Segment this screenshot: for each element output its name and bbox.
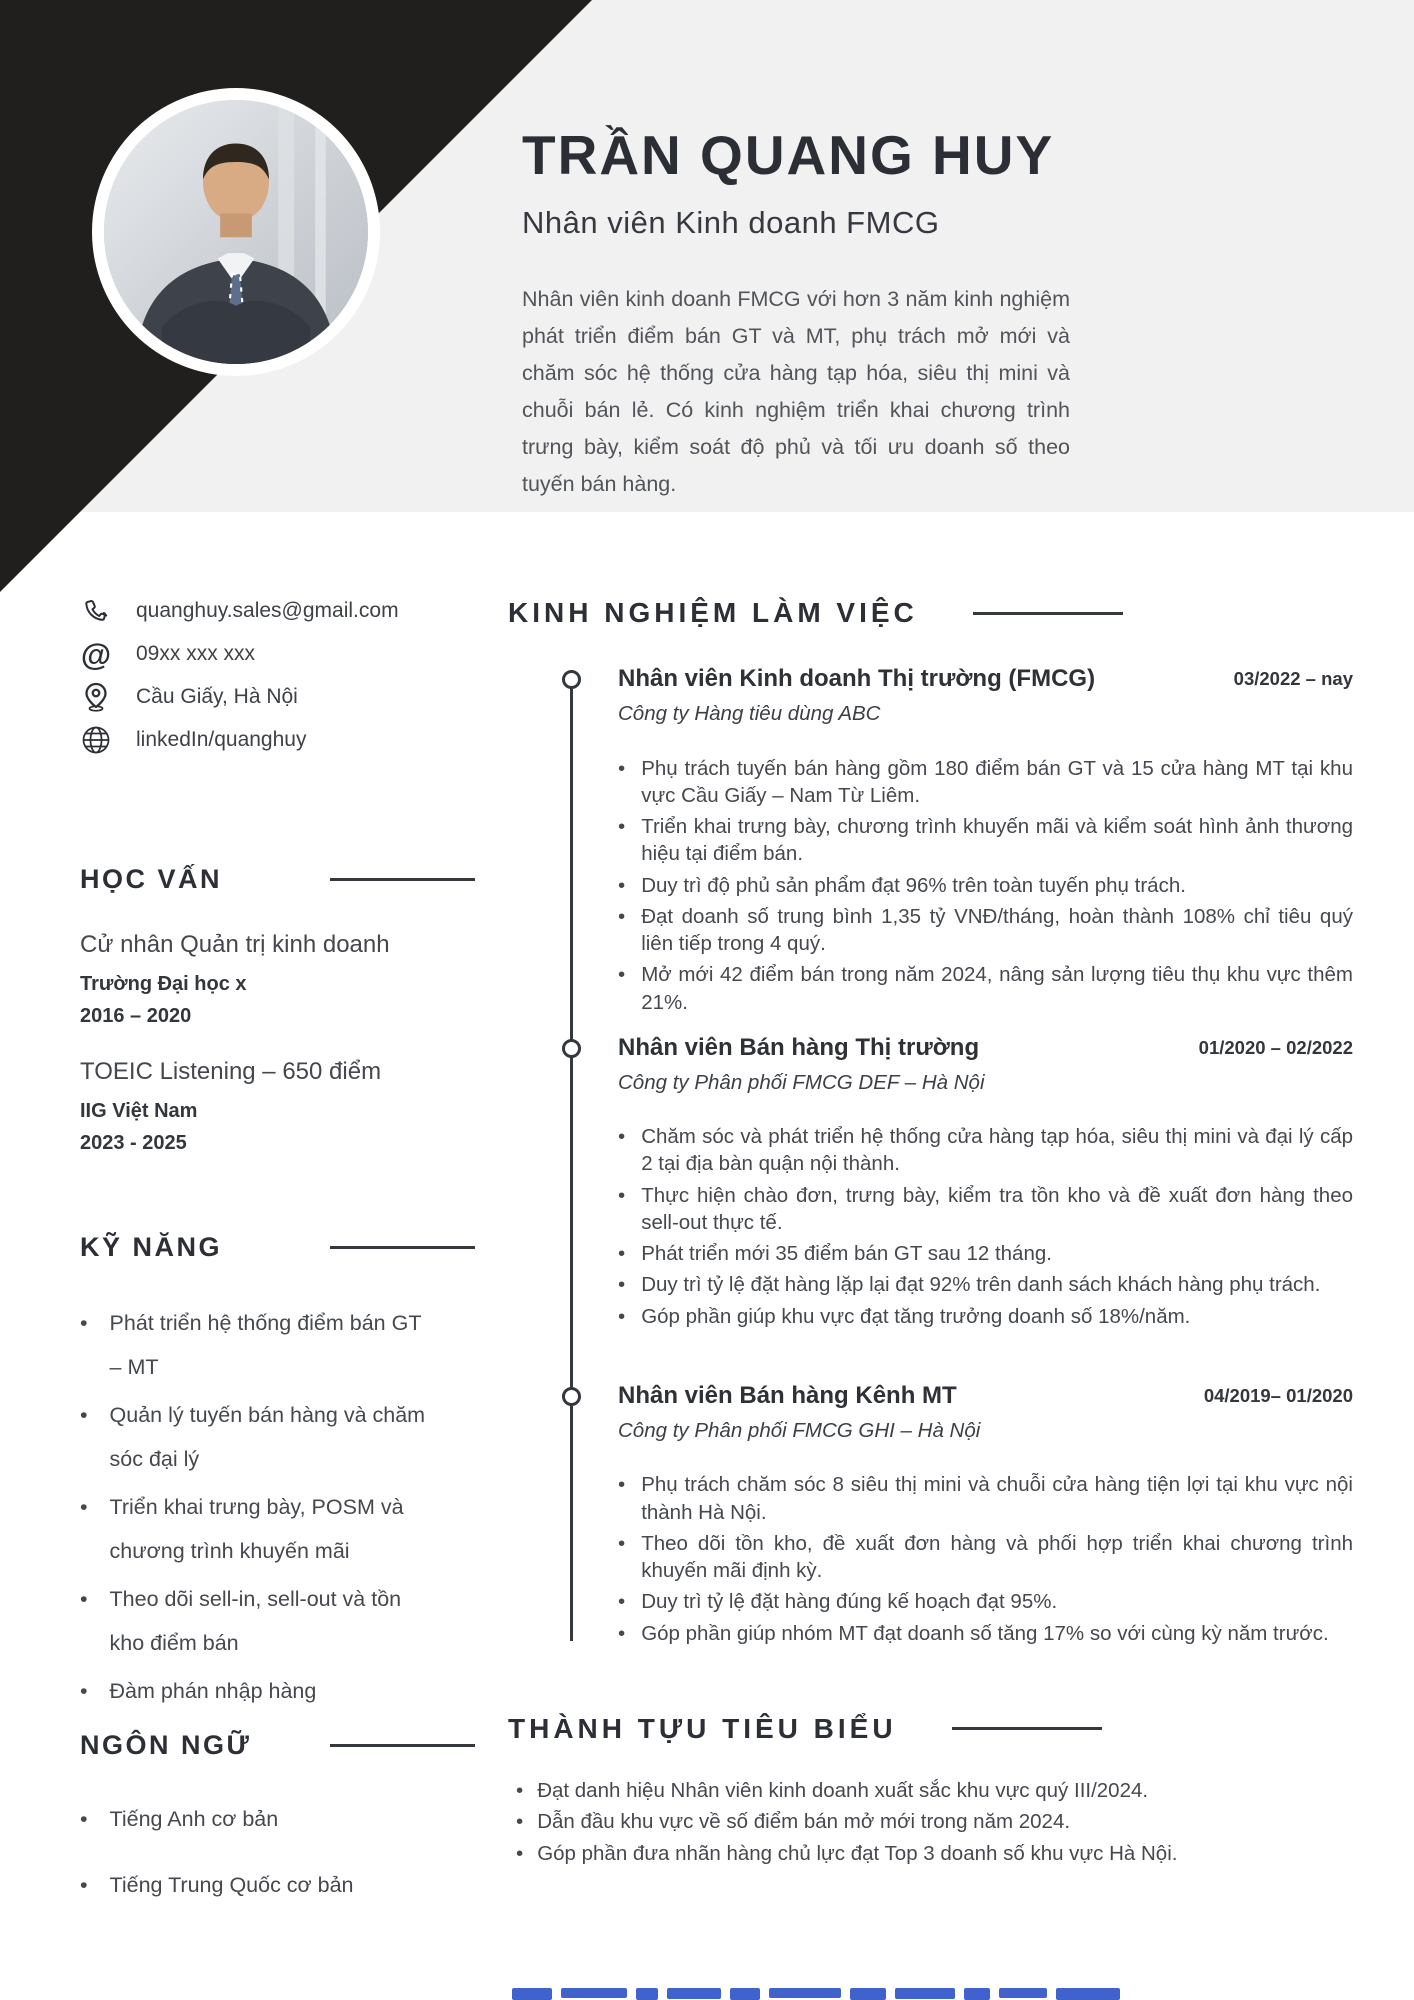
clipped-text-fragment bbox=[769, 1988, 841, 1998]
achievements-heading-rule bbox=[952, 1727, 1102, 1730]
profile-photo bbox=[104, 100, 368, 364]
globe-icon bbox=[80, 724, 112, 756]
clipped-text-fragment bbox=[730, 1988, 760, 2000]
phone-icon bbox=[80, 595, 112, 627]
achievements-heading-row bbox=[508, 1701, 1353, 1745]
skill-item: • Triển khai trưng bày, POSM và chương trình khuyến mãi bbox=[80, 1494, 404, 1563]
experience-entry bbox=[508, 665, 1353, 1016]
experience-entry bbox=[508, 1382, 1353, 1647]
job-title: Nhân viên Bán hàng Kênh MT bbox=[618, 1381, 957, 1409]
education-degree: Cử nhân Quản trị kinh doanh bbox=[80, 931, 390, 958]
job-bullet: • Duy trì tỷ lệ đặt hàng lặp lại đạt 92% trên danh sách khách hàng phụ trách. bbox=[618, 1273, 1321, 1297]
clipped-text-fragment bbox=[895, 1988, 955, 1999]
job-company: Công ty Hàng tiêu dùng ABC bbox=[618, 701, 881, 725]
clipped-text-fragment bbox=[512, 1988, 552, 2000]
job-bullet: • Theo dõi tồn kho, đề xuất đơn hàng và phối hợp triển khai chương trình khuyến mãi định kỳ. bbox=[618, 1531, 1353, 1583]
job-dates: 03/2022 – nay bbox=[1233, 668, 1353, 690]
job-bullet: • Góp phần giúp khu vực đạt tăng trưởng doanh số 18%/năm. bbox=[618, 1304, 1191, 1328]
contact-location bbox=[80, 682, 476, 712]
education-heading-row bbox=[80, 863, 476, 895]
job-bullet: • Góp phần giúp nhóm MT đạt doanh số tăng 17% so với cùng kỳ năm trước. bbox=[618, 1621, 1329, 1645]
achievements-list bbox=[508, 1777, 1353, 1867]
contact-section bbox=[80, 596, 476, 755]
clipped-bottom-text-line bbox=[512, 1988, 1120, 2000]
languages-heading: NGÔN NGỮ bbox=[80, 1730, 252, 1761]
job-bullet: • Duy trì độ phủ sản phẩm đạt 96% trên toàn tuyến phụ trách. bbox=[618, 873, 1186, 897]
language-item: • Tiếng Trung Quốc cơ bản bbox=[80, 1873, 354, 1898]
education-section bbox=[80, 863, 476, 1155]
job-company: Công ty Phân phối FMCG DEF – Hà Nội bbox=[618, 1070, 985, 1094]
person-name: TRẦN QUANG HUY bbox=[522, 124, 1055, 186]
contact-phone-text: 09xx xxx xxx bbox=[136, 642, 256, 665]
contact-phone[interactable] bbox=[80, 636, 476, 672]
timeline-circle-icon bbox=[562, 1387, 581, 1406]
job-title: Nhân viên Kinh doanh Thị trường (FMCG) bbox=[618, 665, 1096, 693]
job-bullet: • Chăm sóc và phát triển hệ thống cửa hàng tạp hóa, siêu thị mini và đại lý cấp 2 tại địa bàn quận nội thành. bbox=[618, 1125, 1353, 1176]
profile-summary: Nhân viên kinh doanh FMCG với hơn 3 năm kinh nghiệm phát triển điểm bán GT và MT, phụ trách mở mới và chăm sóc hệ thống cửa hàng tạp hóa, siêu thị mini và chuỗi bán lẻ. Có kinh nghiệm triển khai chương trình trưng bày, kiểm soát độ phủ và tối ưu doanh số theo tuyến bán hàng. bbox=[522, 287, 1070, 496]
skills-heading-row bbox=[80, 1231, 476, 1263]
skill-item: • Đàm phán nhập hàng bbox=[80, 1679, 317, 1704]
education-years: 2016 – 2020 bbox=[80, 1004, 192, 1027]
job-bullet: • Triển khai trưng bày, chương trình khuyến mãi và kiểm soát hình ảnh thương hiệu tại điểm bán. bbox=[618, 815, 1353, 866]
profile-photo-frame bbox=[92, 88, 380, 376]
job-bullet: • Thực hiện chào đơn, trưng bày, kiểm tra tồn kho và đề xuất đơn hàng theo sell-out thực tế. bbox=[618, 1183, 1353, 1234]
education-heading-rule bbox=[330, 878, 475, 881]
person-portrait-placeholder bbox=[104, 100, 368, 364]
clipped-text-fragment bbox=[850, 1988, 886, 2000]
education-degree: TOEIC Listening – 650 điểm bbox=[80, 1057, 382, 1085]
at-sign-icon: @ bbox=[80, 636, 112, 672]
job-title: Nhân viên Kinh doanh FMCG bbox=[522, 205, 940, 240]
education-entry bbox=[80, 931, 476, 1028]
experience-heading-row bbox=[508, 585, 1353, 629]
contact-linkedin-text: linkedIn/quanghuy bbox=[136, 728, 307, 751]
achievement-item: • Góp phần đưa nhãn hàng chủ lực đạt Top 3 doanh số khu vực Hà Nội. bbox=[516, 1841, 1178, 1865]
job-bullet: • Phát triển mới 35 điểm bán GT sau 12 tháng. bbox=[618, 1242, 1052, 1266]
language-item: • Tiếng Anh cơ bản bbox=[80, 1807, 279, 1832]
experience-timeline bbox=[508, 665, 1353, 1647]
job-bullet: • Mở mới 42 điểm bán trong năm 2024, nâng sản lượng tiêu thụ khu vực thêm 21%. bbox=[618, 963, 1353, 1014]
clipped-text-fragment bbox=[964, 1988, 990, 2000]
education-org: Trường Đại học x bbox=[80, 972, 247, 995]
job-dates: 01/2020 – 02/2022 bbox=[1198, 1036, 1353, 1058]
clipped-text-fragment bbox=[561, 1988, 627, 1998]
experience-heading: KINH NGHIỆM LÀM VIỆC bbox=[508, 597, 918, 628]
skills-heading: KỸ NĂNG bbox=[80, 1231, 223, 1262]
experience-entry bbox=[508, 1034, 1353, 1330]
contact-email[interactable] bbox=[80, 596, 476, 626]
contact-linkedin[interactable] bbox=[80, 725, 476, 755]
job-bullet: • Phụ trách chăm sóc 8 siêu thị mini và chuỗi cửa hàng tiện lợi tại khu vực nội thành Hà Nội. bbox=[618, 1473, 1353, 1524]
job-company: Công ty Phân phối FMCG GHI – Hà Nội bbox=[618, 1418, 981, 1442]
languages-heading-row bbox=[80, 1729, 476, 1761]
skill-item: • Phát triển hệ thống điểm bán GT – MT bbox=[80, 1310, 422, 1379]
languages-heading-rule bbox=[330, 1744, 475, 1747]
job-dates: 04/2019– 01/2020 bbox=[1203, 1384, 1353, 1406]
achievement-item: • Dẫn đầu khu vực về số điểm bán mở mới trong năm 2024. bbox=[516, 1810, 1071, 1834]
job-bullet: • Phụ trách tuyến bán hàng gồm 180 điểm bán GT và 15 cửa hàng MT tại khu vực Cầu Giấy – Nam Từ Liêm. bbox=[618, 756, 1353, 807]
education-org: IIG Việt Nam bbox=[80, 1099, 198, 1122]
job-bullet: • Đạt doanh số trung bình 1,35 tỷ VNĐ/tháng, hoàn thành 108% chỉ tiêu quý liên tiếp trong 4 quý. bbox=[618, 904, 1353, 956]
skills-heading-rule bbox=[330, 1246, 475, 1249]
sidebar bbox=[80, 596, 476, 1929]
education-entry bbox=[80, 1058, 476, 1155]
job-bullet: • Duy trì tỷ lệ đặt hàng đúng kế hoạch đạt 95%. bbox=[618, 1590, 1058, 1614]
identity-header bbox=[522, 124, 1162, 503]
contact-email-text: quanghuy.sales@gmail.com bbox=[136, 599, 399, 622]
job-title: Nhân viên Bán hàng Thị trường bbox=[618, 1033, 980, 1061]
skill-item: • Theo dõi sell-in, sell-out và tồn kho điểm bán bbox=[80, 1586, 402, 1656]
skills-section bbox=[80, 1231, 476, 1714]
main-column bbox=[508, 585, 1353, 1871]
location-pin-icon bbox=[80, 681, 112, 713]
achievement-item: • Đạt danh hiệu Nhân viên kinh doanh xuất sắc khu vực quý III/2024. bbox=[516, 1779, 1149, 1803]
contact-location-text: Cầu Giấy, Hà Nội bbox=[136, 685, 298, 708]
languages-section bbox=[80, 1729, 476, 1907]
skill-item: • Quản lý tuyến bán hàng và chăm sóc đại lý bbox=[80, 1402, 426, 1471]
timeline-circle-icon bbox=[562, 1039, 581, 1058]
achievements-heading: THÀNH TỰU TIÊU BIỂU bbox=[508, 1712, 897, 1744]
clipped-text-fragment bbox=[1056, 1988, 1120, 2000]
education-heading: HỌC VẤN bbox=[80, 864, 223, 894]
clipped-text-fragment bbox=[999, 1988, 1047, 1998]
clipped-text-fragment bbox=[667, 1988, 721, 1999]
experience-heading-rule bbox=[973, 612, 1123, 615]
clipped-text-fragment bbox=[636, 1988, 658, 2000]
timeline-circle-icon bbox=[562, 670, 581, 689]
education-years: 2023 - 2025 bbox=[80, 1131, 187, 1154]
